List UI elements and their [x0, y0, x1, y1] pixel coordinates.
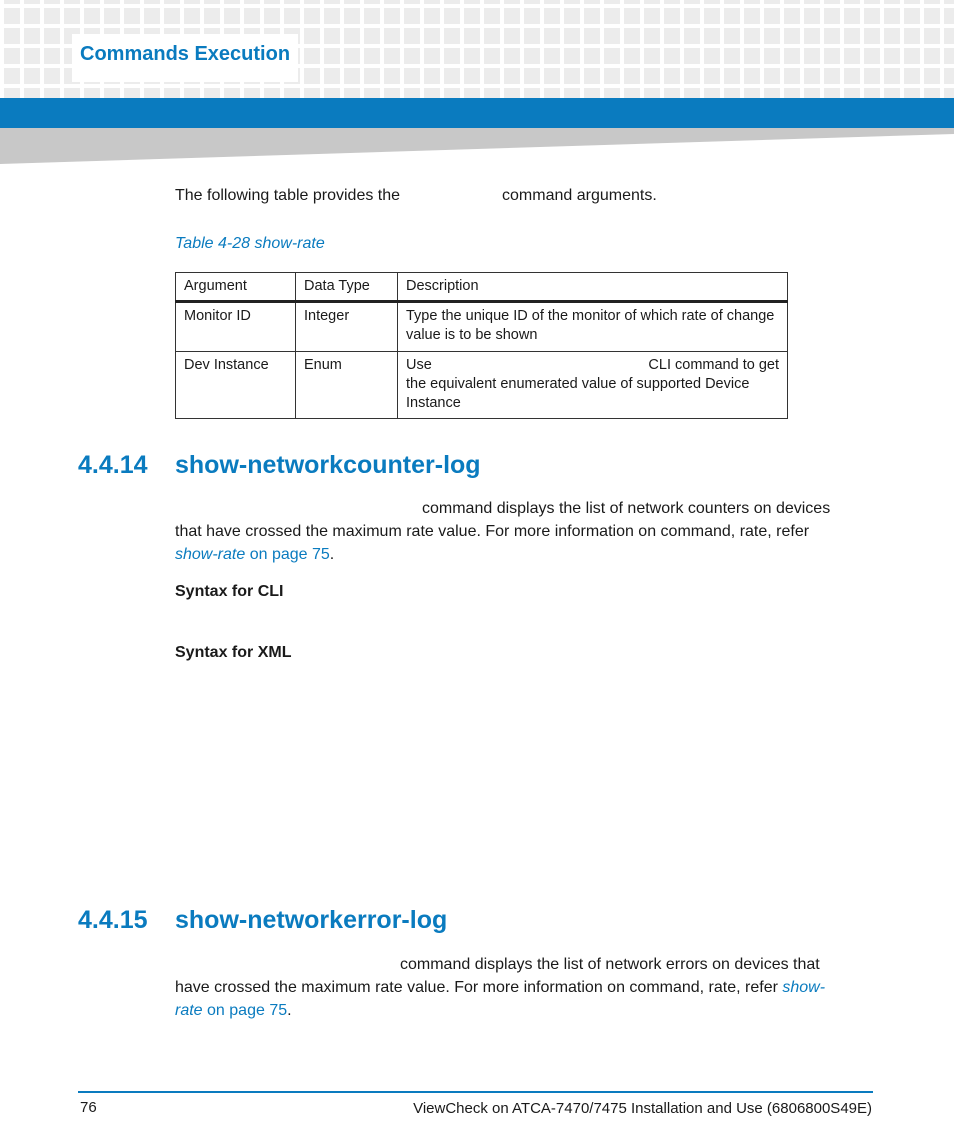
cell-argument: Monitor ID — [176, 302, 296, 352]
table-row — [176, 302, 788, 352]
table-header-row — [176, 273, 788, 302]
page-number: 76 — [80, 1099, 97, 1116]
section-4414-paragraph: command displays the list of network counters on devices that have crossed the maximum rate value. For more information on command, rate, refer show-rate on page 75. — [175, 497, 865, 566]
cell-argument: Dev Instance — [176, 352, 296, 419]
show-rate-link-part2[interactable]: rate on page 75 — [175, 1002, 288, 1019]
intro-paragraph — [175, 184, 657, 207]
cell-description-cli: CLI command to get — [648, 357, 779, 373]
section-title: show-networkcounter-log — [175, 451, 481, 479]
section-title: show-networkerror-log — [175, 906, 448, 934]
section-heading-4414 — [78, 451, 481, 480]
section-number: 4.4.14 — [78, 451, 148, 479]
header-blue-bar — [0, 98, 954, 128]
paragraph-line: command displays the list of network errors on devices that — [400, 956, 820, 973]
show-rate-link[interactable]: show-rate on page 75 — [175, 546, 330, 563]
section-heading-4415 — [78, 906, 447, 935]
column-header-description: Description — [398, 273, 788, 302]
footer-document-title: ViewCheck on ATCA-7470/7475 Installation and Use (6806800S49E) — [413, 1100, 872, 1117]
cell-data-type: Integer — [296, 302, 398, 352]
intro-text-before: The following table provides the — [175, 187, 401, 204]
cell-description-rest: the equivalent enumerated value of supported Device Instance — [406, 376, 750, 411]
cell-data-type: Enum — [296, 352, 398, 419]
cell-description — [398, 352, 788, 419]
column-header-argument: Argument — [176, 273, 296, 302]
footer-rule — [78, 1091, 873, 1093]
table-caption: Table 4-28 show-rate — [175, 235, 325, 252]
cell-description: Type the unique ID of the monitor of which rate of change value is to be shown — [398, 302, 788, 352]
cell-description-use: Use — [406, 357, 432, 373]
paragraph-line: have crossed the maximum rate value. For more information on command, rate, refer — [175, 979, 778, 996]
intro-text-after: command arguments. — [502, 187, 657, 204]
section-number: 4.4.15 — [78, 906, 148, 934]
section-4415-paragraph: command displays the list of network errors on devices that have crossed the maximum rate value. For more information on command, rate, refer show- rate on page 75. — [175, 953, 875, 1022]
paragraph-line: that have crossed the maximum rate value. For more information on command, rate, refer — [175, 523, 810, 540]
header-grey-wedge — [0, 128, 954, 164]
syntax-cli-heading: Syntax for CLI — [175, 583, 284, 600]
table-row — [176, 352, 788, 419]
column-header-data-type: Data Type — [296, 273, 398, 302]
syntax-xml-heading: Syntax for XML — [175, 644, 292, 661]
arguments-table — [175, 272, 788, 419]
show-rate-link-part1[interactable]: show- — [782, 979, 826, 996]
paragraph-line: command displays the list of network counters on devices — [422, 500, 831, 517]
header-section-title: Commands Execution — [72, 34, 298, 82]
